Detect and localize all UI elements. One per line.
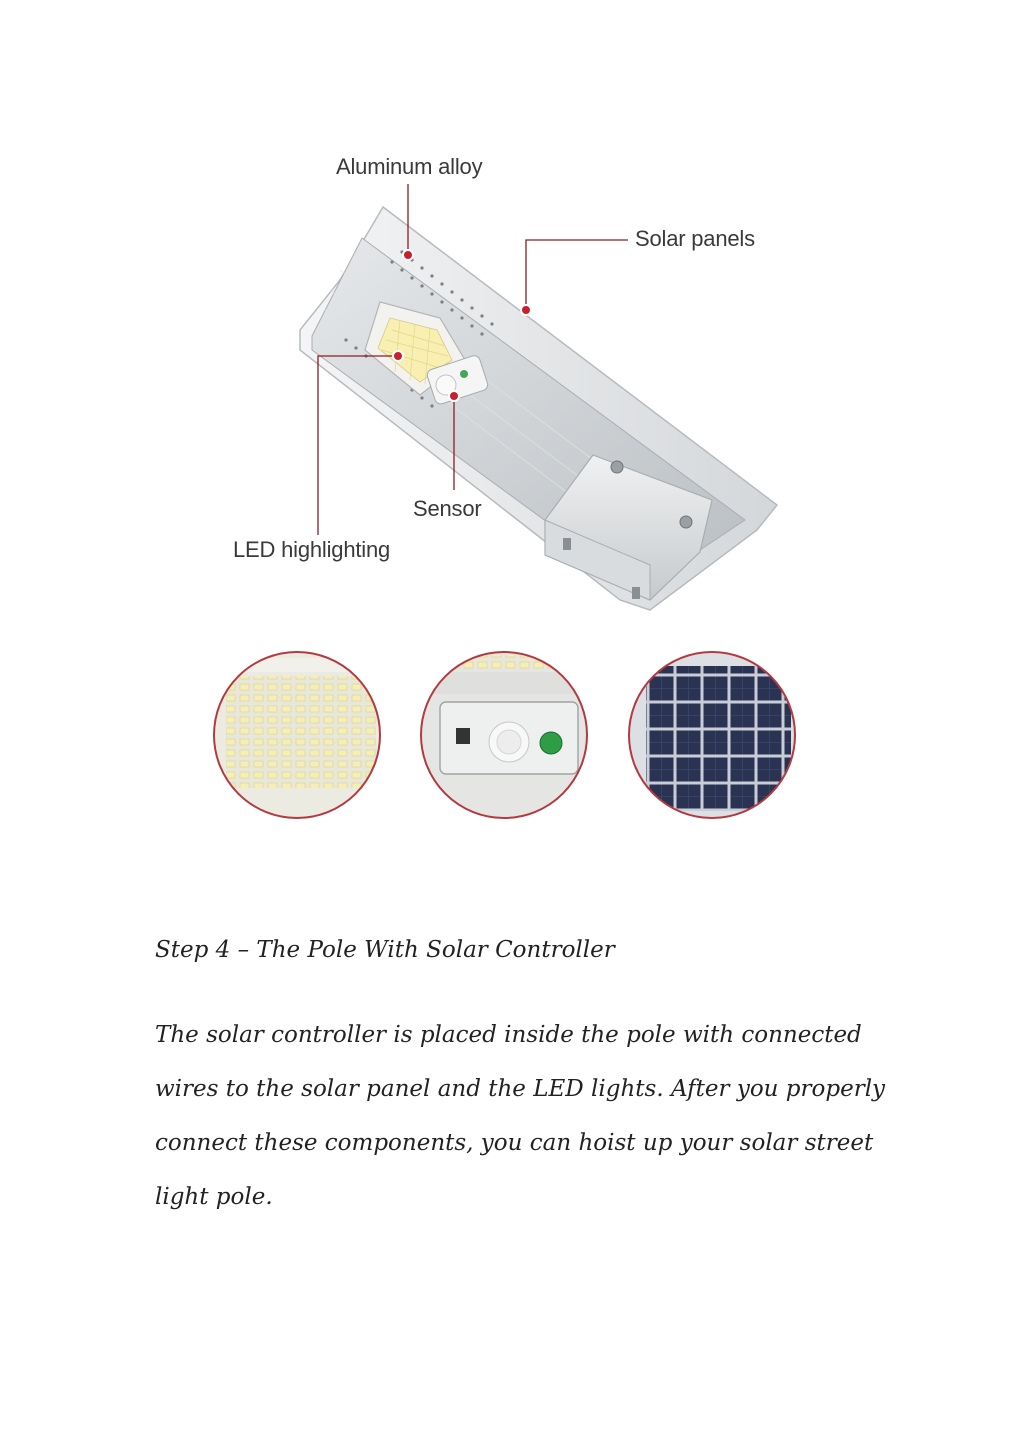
paragraph-line: light pole. xyxy=(155,1184,273,1210)
paragraph-line: connect these components, you can hoist up your solar street xyxy=(155,1130,874,1156)
sensor-module-detail xyxy=(418,650,593,820)
callout-aluminum-alloy: Aluminum alloy xyxy=(336,154,483,179)
solar-panel-detail xyxy=(628,650,798,820)
callout-solar-panels: Solar panels xyxy=(635,226,755,251)
body-paragraph xyxy=(155,1008,915,1224)
callout-sensor: Sensor xyxy=(413,496,482,521)
paragraph-line: The solar controller is placed inside the pole with connected xyxy=(155,1022,862,1048)
section-heading: Step 4 – The Pole With Solar Controller xyxy=(155,937,615,963)
paragraph-line: wires to the solar panel and the LED lights. After you properly xyxy=(155,1076,886,1102)
callout-led-highlighting: LED highlighting xyxy=(233,537,391,562)
led-chips-detail xyxy=(210,650,385,820)
